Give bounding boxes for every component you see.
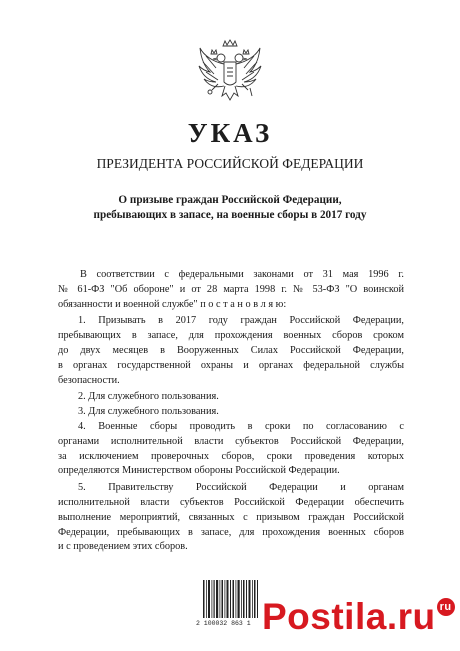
- watermark-text: Postila.ru: [262, 596, 436, 637]
- body-line: пребывающих в запасе, для прохождения военных сборов сроком: [58, 330, 404, 342]
- decree-heading: [70, 193, 390, 223]
- body-line: и с проведением этих сборов.: [58, 541, 188, 553]
- postila-watermark: [262, 596, 455, 638]
- body-line: в органах государственной охраны и органах федеральной службы: [58, 359, 404, 371]
- body-line: В соответствии с федеральными законами от 31 мая 1996 г.: [80, 269, 404, 280]
- watermark-badge: ru: [437, 598, 455, 616]
- body-line: определяются Министерством обороны Российской Федерации.: [58, 465, 340, 477]
- body-line: за исключением проверочных сборов, сроки проведения которых: [58, 450, 404, 462]
- russian-coat-of-arms-icon: [196, 38, 264, 104]
- body-line: до двух месяцев в Вооруженных Силах Российской Федерации,: [58, 344, 404, 356]
- body-line: обязанности и военной службе" п о с т а н о в л я ю:: [58, 298, 287, 310]
- body-line: выполнение мероприятий, связанных с призывом граждан Российской: [58, 511, 404, 523]
- body-line: Федерации, пребывающих в запасе, для прохождения военных сборов: [58, 526, 404, 538]
- decree-body: [58, 268, 404, 555]
- decree-title: УКАЗ: [187, 118, 273, 148]
- body-line: 1. Призывать в 2017 году граждан Российской Федерации,: [78, 315, 404, 327]
- barcode-number: 2 100032 863 1: [196, 620, 251, 627]
- body-line: 4. Военные сборы проводить в сроки по согласованию с: [78, 420, 404, 432]
- barcode: [203, 580, 259, 620]
- heading-line: пребывающих в запасе, на военные сборы в 2017 году: [93, 209, 367, 221]
- decree-subtitle: ПРЕЗИДЕНТА РОССИЙСКОЙ ФЕДЕРАЦИИ: [96, 156, 364, 171]
- body-line: безопасности.: [58, 374, 120, 386]
- heading-line: О призыве граждан Российской Федерации,: [118, 194, 342, 206]
- body-line: № 61-ФЗ "Об обороне" и от 28 марта 1998 г. № 53-ФЗ "О воинской: [58, 283, 404, 295]
- body-line: 5. Правительству Российской Федерации и органам: [78, 482, 404, 494]
- body-line: 3. Для служебного пользования.: [78, 406, 219, 418]
- body-line: органами исполнительной власти субъектов Российской Федерации,: [58, 435, 404, 447]
- body-line: исполнительной власти субъектов Российской Федерации обеспечить: [58, 496, 404, 508]
- body-line: 2. Для служебного пользования.: [78, 391, 219, 403]
